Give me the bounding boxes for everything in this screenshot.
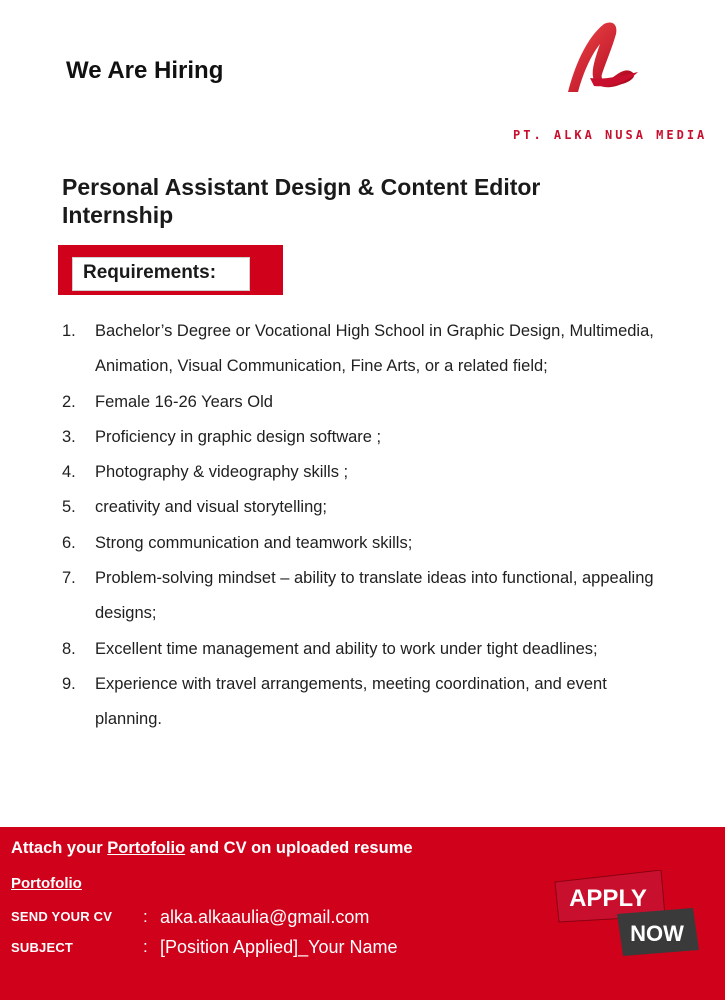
requirement-text: Excellent time management and ability to work under tight deadlines; — [95, 639, 598, 658]
hiring-heading: We Are Hiring — [66, 57, 224, 84]
requirement-text: Photography & videography skills ; — [95, 463, 349, 482]
requirement-item — [62, 455, 662, 490]
requirements-label: Requirements: — [83, 262, 217, 283]
requirement-item — [62, 385, 662, 420]
job-title: Personal Assistant Design & Content Editor Internship — [62, 174, 541, 228]
requirement-item — [62, 314, 662, 385]
requirement-number: 5. — [62, 498, 76, 517]
subject-colon: : — [143, 937, 148, 956]
send-cv-email[interactable]: alka.alkaaulia@gmail.com — [160, 907, 370, 927]
attach-suffix: and CV on uploaded resume — [185, 839, 413, 857]
company-name: PT. ALKA NUSA MEDIA — [513, 128, 708, 142]
requirement-text: Strong communication and teamwork skills; — [95, 533, 413, 552]
requirement-item — [62, 526, 662, 561]
attach-instructions — [11, 839, 413, 858]
subject-label: SUBJECT — [11, 940, 74, 955]
requirement-number: 9. — [62, 674, 76, 693]
requirement-text: Female 16-26 Years Old — [95, 392, 273, 411]
subject-value: [Position Applied]_Your Name — [160, 937, 398, 957]
requirement-item — [62, 420, 662, 455]
apply-now-button[interactable] — [553, 870, 703, 956]
requirement-text: creativity and visual storytelling; — [95, 498, 328, 517]
requirement-number: 8. — [62, 639, 76, 658]
send-cv-colon: : — [143, 907, 148, 926]
alka-a-logo-icon — [560, 18, 644, 96]
attach-prefix: Attach your — [11, 839, 108, 857]
requirement-number: 6. — [62, 533, 76, 552]
requirement-text: Proficiency in graphic design software ; — [95, 427, 382, 446]
requirement-text: Bachelor’s Degree or Vocational High School in Graphic Design, Multimedia, Animation, Visual Communication, Fine Arts, or a related field; — [95, 322, 654, 376]
send-cv-label: SEND YOUR CV — [11, 909, 113, 924]
apply-label: APPLY — [569, 885, 647, 912]
portfolio-link[interactable]: Portofolio — [11, 875, 82, 892]
requirement-text: Experience with travel arrangements, meeting coordination, and event planning. — [95, 674, 607, 729]
requirement-number: 3. — [62, 427, 76, 446]
requirement-number: 2. — [62, 392, 76, 411]
requirement-number: 1. — [62, 322, 76, 340]
now-label: NOW — [630, 921, 684, 946]
attach-portfolio-link[interactable]: Portofolio — [107, 839, 186, 857]
requirement-item — [62, 632, 662, 667]
requirement-text: Problem-solving mindset – ability to translate ideas into functional, appealing designs; — [95, 569, 654, 623]
requirement-number: 4. — [62, 463, 76, 482]
requirement-item — [62, 561, 662, 632]
requirement-item — [62, 490, 662, 525]
requirement-number: 7. — [62, 569, 76, 588]
requirement-item — [62, 667, 662, 738]
requirements-list — [62, 314, 662, 738]
